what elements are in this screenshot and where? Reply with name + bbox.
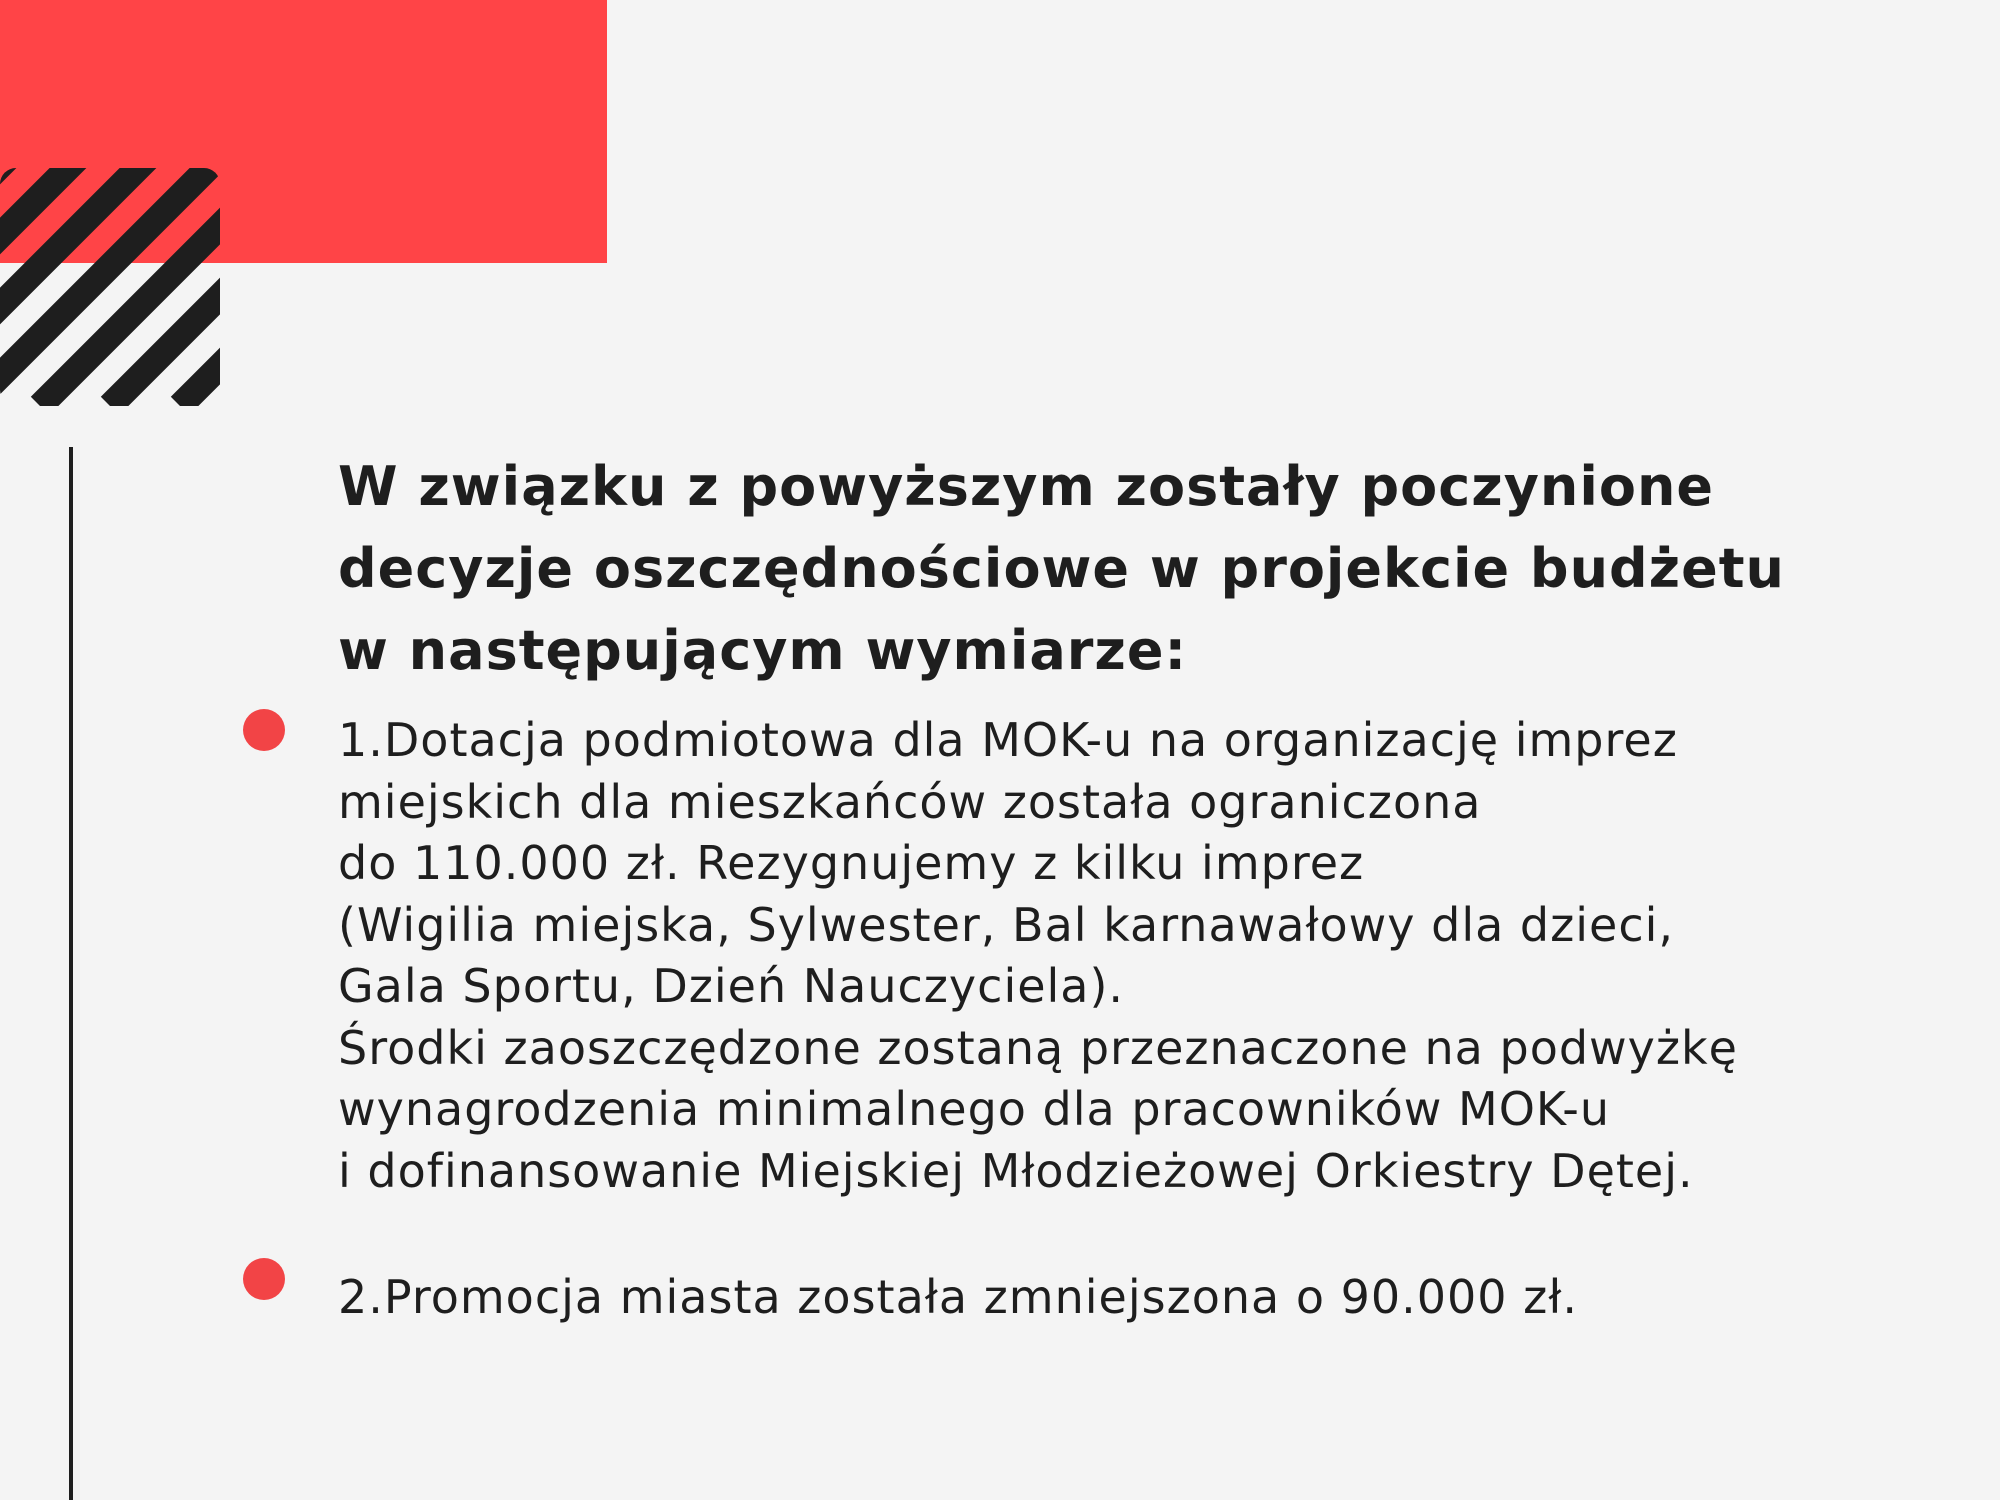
bullet-dot-icon xyxy=(243,709,285,751)
paragraph-line: Gala Sportu, Dzień Nauczyciela). xyxy=(338,959,1125,1013)
list-item-mok-subsidy xyxy=(338,710,1958,1202)
paragraph-line: wynagrodzenia minimalnego dla pracowników MOK-u xyxy=(338,1082,1610,1136)
page-heading xyxy=(338,446,1898,692)
heading-line: decyzje oszczędnościowe w projekcie budżetu xyxy=(338,537,1785,600)
paragraph-line: 2.Promocja miasta została zmniejszona o 90.000 zł. xyxy=(338,1270,1579,1324)
paragraph-line: i dofinansowanie Miejskiej Młodzieżowej Orkiestry Dętej. xyxy=(338,1143,1694,1198)
paragraph-line: (Wigilia miejska, Sylwester, Bal karnawałowy dla dzieci, xyxy=(338,897,1675,952)
paragraph-line: Środki zaoszczędzone zostaną przeznaczone na podwyżkę xyxy=(338,1020,1738,1075)
list-item-city-promotion xyxy=(338,1267,1958,1329)
paragraph-line: miejskich dla mieszkańców została ograniczona xyxy=(338,774,1482,829)
heading-line: W związku z powyższym zostały poczynione xyxy=(338,455,1715,518)
vertical-divider-line xyxy=(69,447,73,1500)
paragraph-line: do 110.000 zł. Rezygnujemy z kilku imprez xyxy=(338,836,1365,890)
diagonal-stripes-decoration xyxy=(0,168,220,406)
heading-line: w następującym wymiarze: xyxy=(338,619,1188,682)
bullet-dot-icon xyxy=(243,1258,285,1300)
paragraph-line: 1.Dotacja podmiotowa dla MOK-u na organizację imprez xyxy=(338,713,1678,767)
